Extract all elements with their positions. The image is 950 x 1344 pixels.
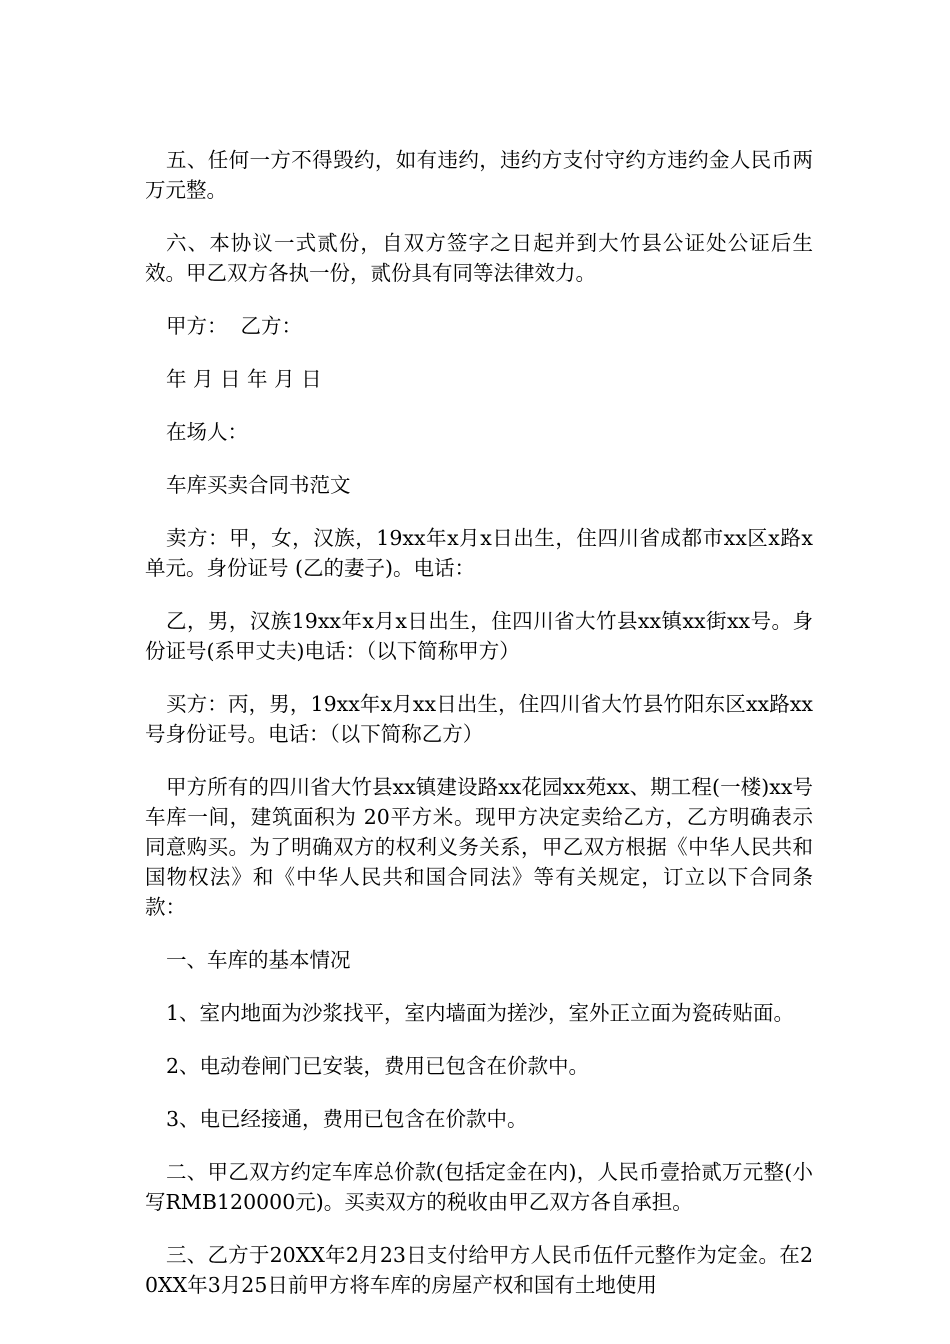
- paragraph-signature-dates: 年 月 日 年 月 日: [166, 367, 322, 391]
- paragraph-seller-b: 乙，男，汉族19xx年x月x日出生，住四川省大竹县xx镇xx街xx号。身份证号(系甲丈夫)电话：（以下简称甲方）: [145, 609, 813, 663]
- list-item-floor-wall: 1、室内地面为沙浆找平，室内墙面为搓沙，室外正立面为瓷砖贴面。: [166, 1001, 795, 1025]
- list-item-shutter-door: 2、电动卷闸门已安装，费用已包含在价款中。: [166, 1054, 590, 1078]
- paragraph-effect-clause: 六、本协议一式贰份，自双方签字之日起并到大竹县公证处公证后生效。甲乙双方各执一份，贰份具有同等法律效力。: [145, 231, 813, 285]
- paragraph-signature-parties: 甲方： 乙方：: [166, 314, 303, 338]
- document-title: 车库买卖合同书范文: [166, 473, 351, 497]
- document-page: [145, 145, 813, 1323]
- paragraph-seller-a: 卖方：甲，女，汉族，19xx年x月x日出生，住四川省成都市xx区x路x单元。身份证号 (乙的妻子)。电话：: [145, 526, 813, 580]
- section-heading-garage-info: 一、车库的基本情况: [166, 948, 351, 972]
- paragraph-witness: 在场人：: [166, 420, 248, 444]
- paragraph-breach-clause: 五、任何一方不得毁约，如有违约，违约方支付守约方违约金人民币两万元整。: [145, 148, 813, 202]
- paragraph-deposit: 三、乙方于20XX年2月23日支付给甲方人民币伍仟元整作为定金。在20XX年3月25日前甲方将车库的房屋产权和国有土地使用: [145, 1243, 813, 1297]
- list-item-electricity: 3、电已经接通，费用已包含在价款中。: [166, 1107, 528, 1131]
- paragraph-buyer: 买方：丙，男，19xx年x月xx日出生，住四川省大竹县竹阳东区xx路xx号身份证号。电话：（以下简称乙方）: [145, 692, 813, 746]
- paragraph-preamble: 甲方所有的四川省大竹县xx镇建设路xx花园xx苑xx、期工程(一楼)xx号车库一间，建筑面积为 20平方米。现甲方决定卖给乙方，乙方明确表示同意购买。为了明确双方的权利义务关系，甲乙双方根据《中华人民共和国物权法》和《中华人民共和国合同法》等有关规定，订立以下合同条款：: [145, 775, 813, 919]
- paragraph-total-price: 二、甲乙双方约定车库总价款(包括定金在内)，人民币壹拾贰万元整(小写RMB120000元)。买卖双方的税收由甲乙双方各自承担。: [145, 1160, 813, 1214]
